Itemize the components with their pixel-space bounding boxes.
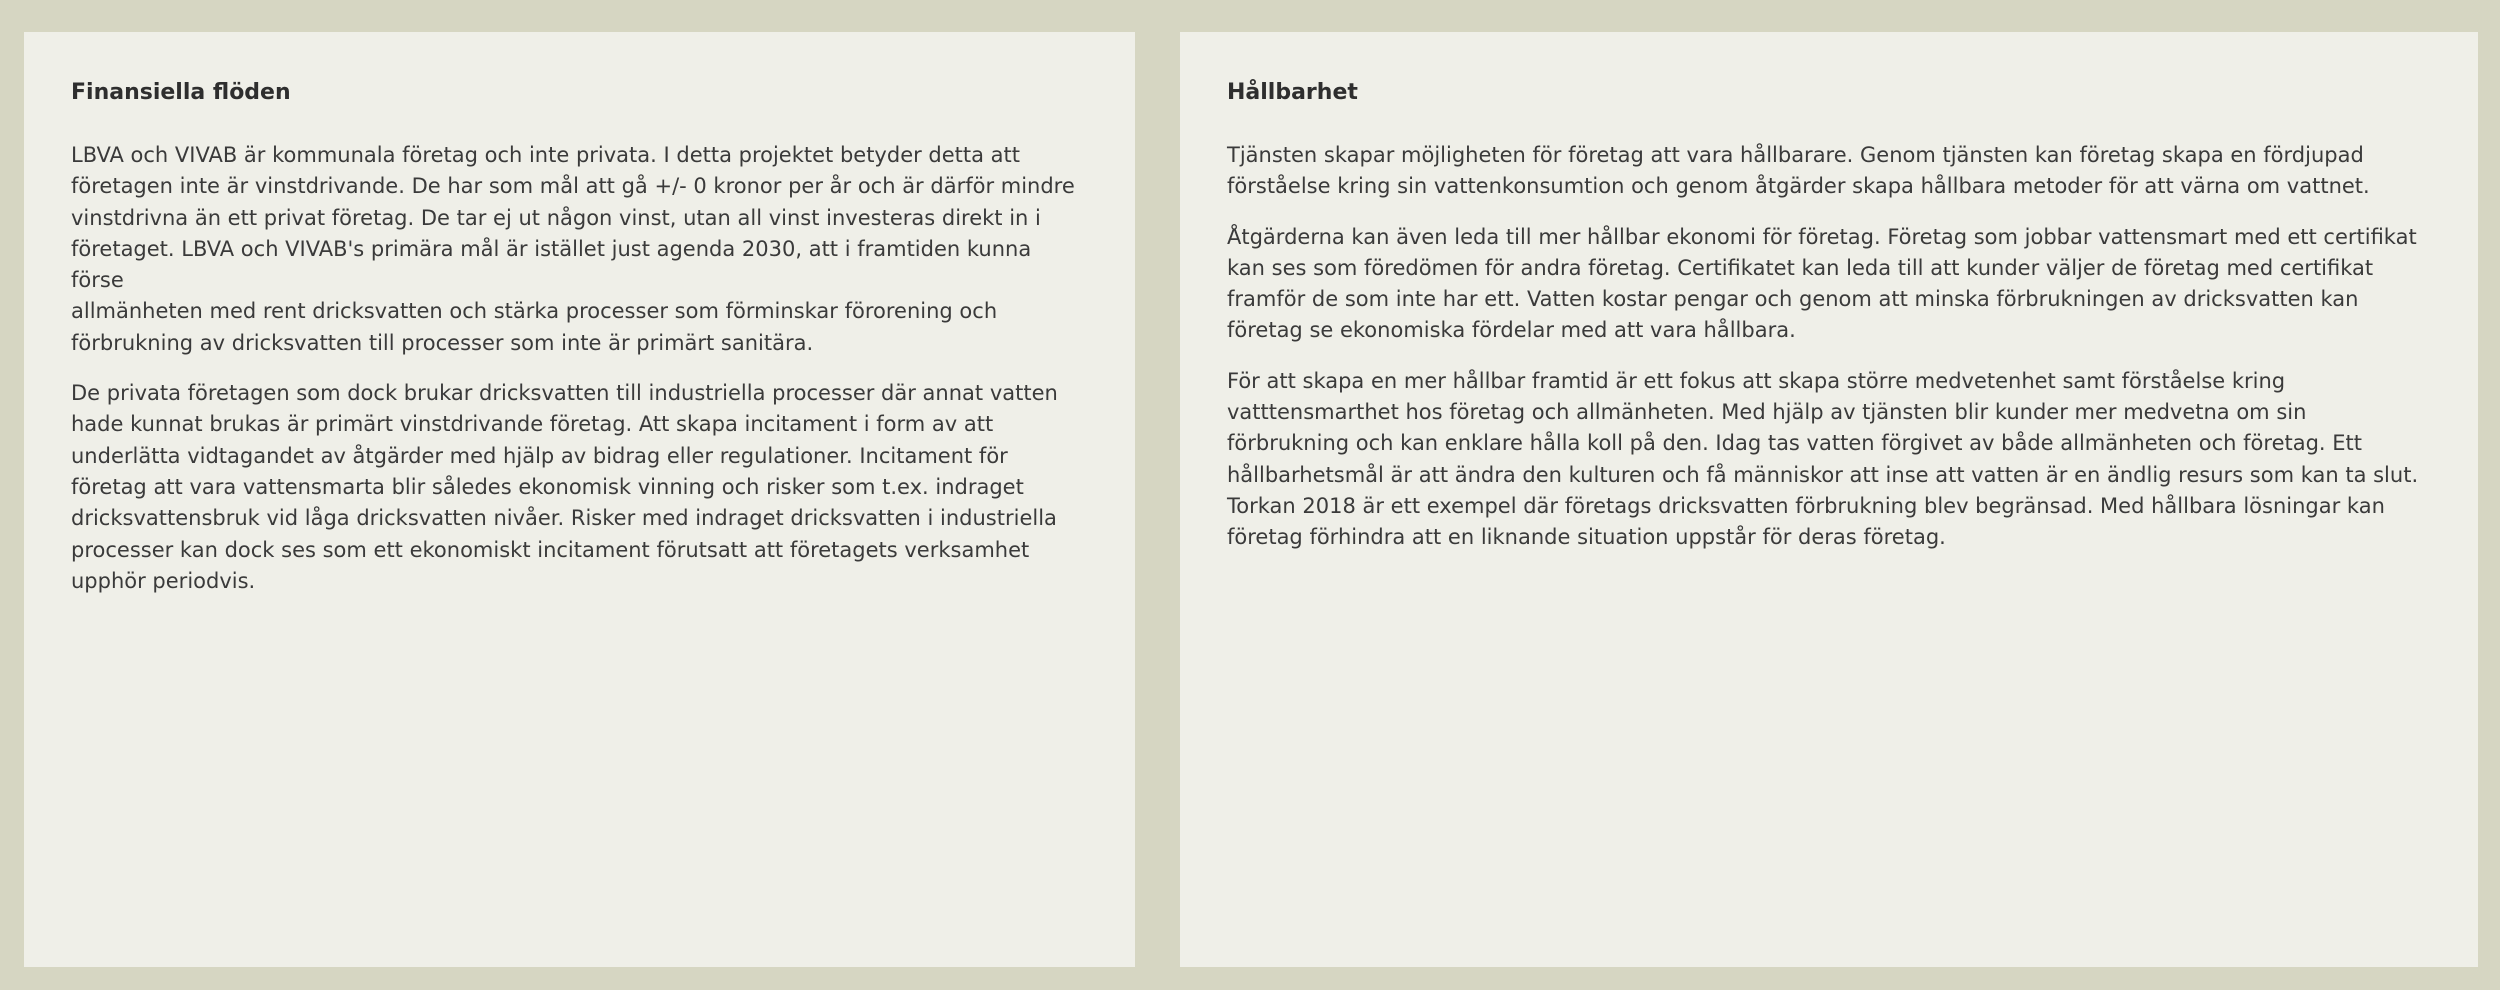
financial-flows-title: Finansiella flöden [71, 80, 291, 105]
sustainability-paragraph-1: Tjänsten skapar möjligheten för företag att vara hållbarare. Genom tjänsten kan företag skapa en fördjupad förståelse kring sin vattenkonsumtion och genom åtgärder skapa hållbara metoder för att värna om vattnet. [1227, 143, 2370, 199]
sustainability-paragraph-3: För att skapa en mer hållbar framtid är ett fokus att skapa större medvetenhet samt förståelse kring vatttensmarthet hos företag och allmänheten. Med hjälp av tjänsten blir kunder mer medvetna om sin förbrukning och kan enklare hålla koll på den. Idag tas vatten förgivet av både allmänheten och företag. Ett hållbarhetsmål är att ändra den kulturen och få människor att inse att vatten är en ändlig resurs som kan ta slut. Torkan 2018 är ett exempel där företags dricksvatten förbrukning blev begränsad. Med hållbara lösningar kan företag förhindra att en liknande situation uppstår för deras företag. [1227, 368, 2419, 550]
financial-flows-panel [24, 32, 1135, 967]
sustainability-panel [1180, 32, 2478, 967]
financial-paragraph-1: LBVA och VIVAB är kommunala företag och inte privata. I detta projektet betyder detta att företagen inte är vinstdrivande. De har som mål att gå +/- 0 kronor per år och är därför mindre vinstdrivna än ett privat företag. De tar ej ut någon vinst, utan all vinst investeras direkt in i företaget. LBVA och VIVAB's primära mål är istället just agenda 2030, att i framtiden kunna förse allmänheten med rent dricksvatten och stärka processer som förminskar förorening och förbrukning av dricksvatten till processer som inte är primärt sanitära. [71, 143, 1075, 355]
sustainability-paragraph-2: Åtgärderna kan även leda till mer hållbar ekonomi för företag. Företag som jobbar vattensmart med ett certifikat kan ses som föredömen för andra företag. Certifikatet kan leda till att kunder väljer de företag med certifikat framför de som inte har ett. Vatten kostar pengar och genom att minska förbrukningen av dricksvatten kan företag se ekonomiska fördelar med att vara hållbara. [1227, 224, 2417, 343]
financial-paragraph-2: De privata företagen som dock brukar dricksvatten till industriella processer där annat vatten hade kunnat brukas är primärt vinstdrivande företag. Att skapa incitament i form av att underlätta vidtagandet av åtgärder med hjälp av bidrag eller regulationer. Incitament för företag att vara vattensmarta blir således ekonomisk vinning och risker som t.ex. indraget dricksvattensbruk vid låga dricksvatten nivåer. Risker med indraget dricksvatten i industriella processer kan dock ses som ett ekonomiskt incitament förutsatt att företagets verksamhet upphör periodvis. [71, 381, 1058, 593]
sustainability-title: Hållbarhet [1227, 80, 1358, 105]
